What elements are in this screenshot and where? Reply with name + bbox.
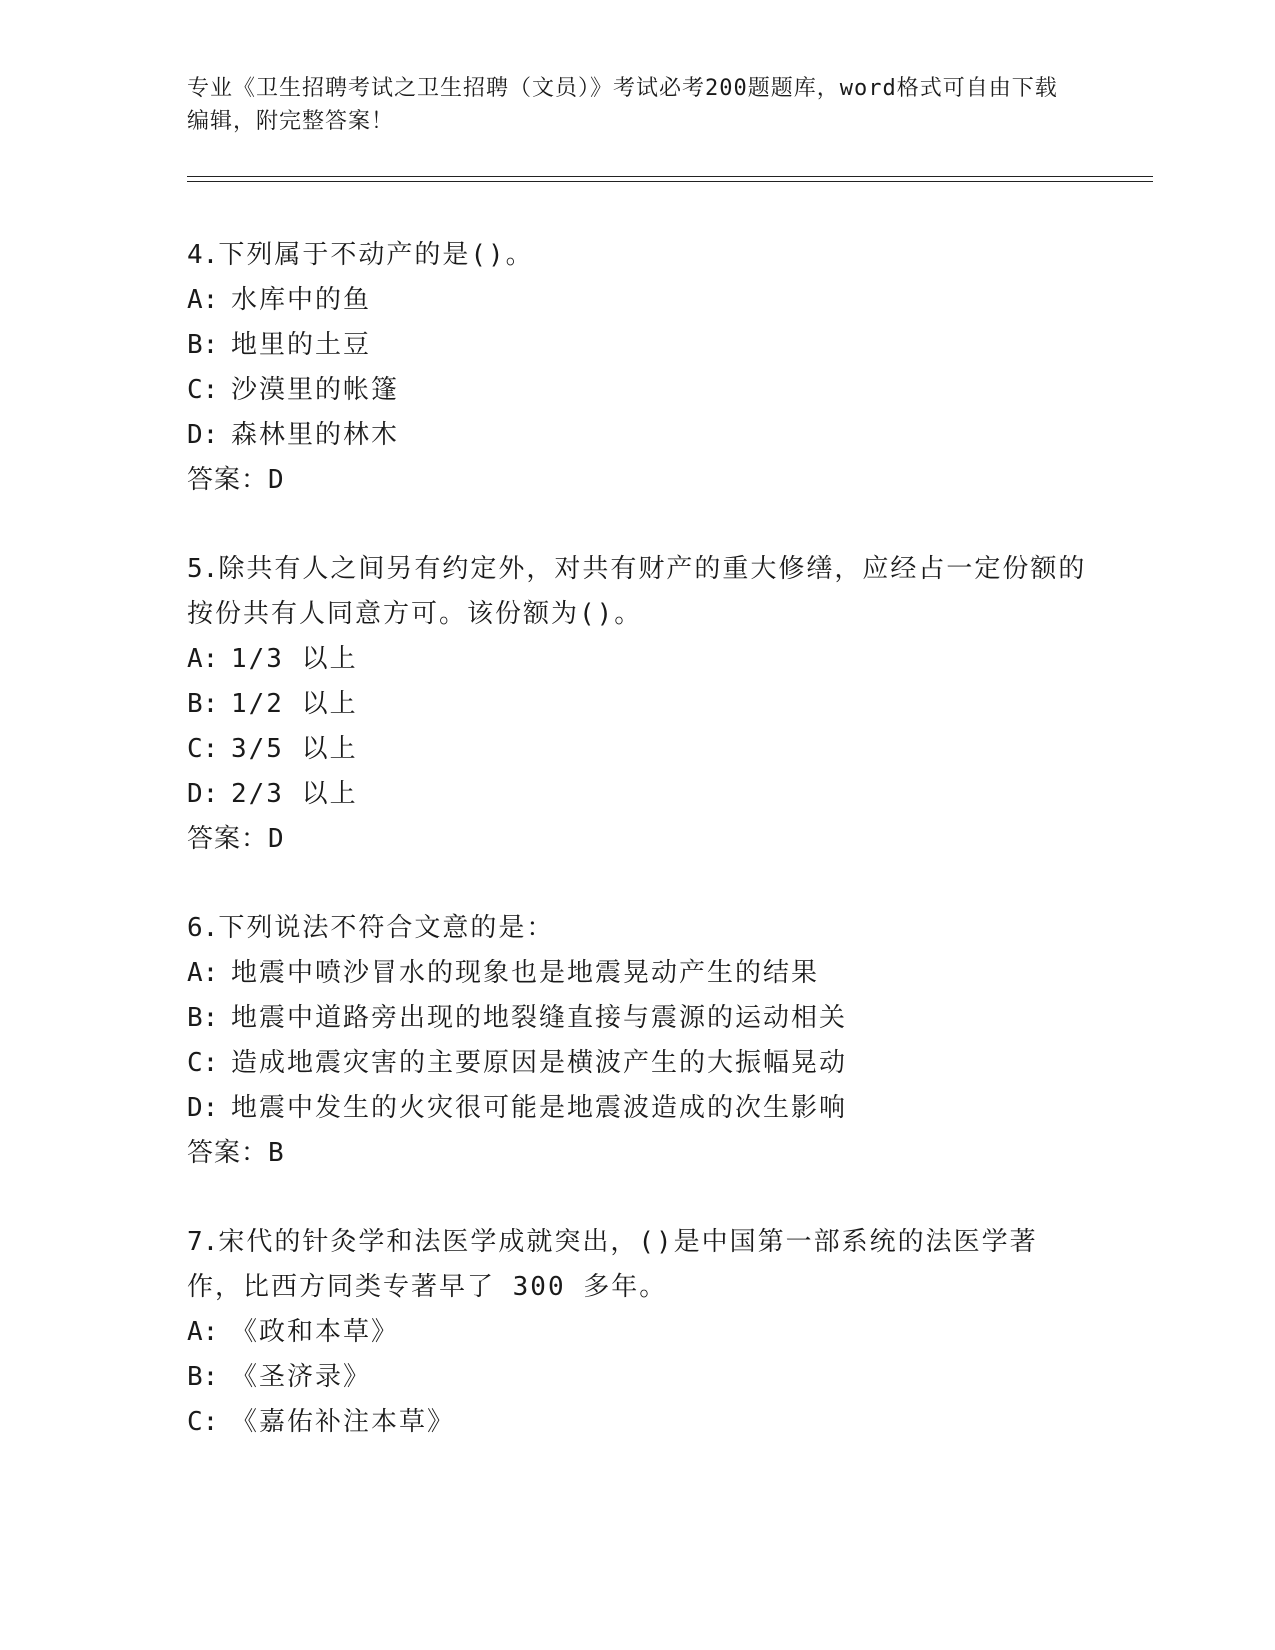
option-b	[187, 996, 1087, 1041]
option-letter: D:	[187, 420, 219, 450]
question-7	[187, 1220, 1087, 1445]
option-text: 森林里的林木	[231, 420, 400, 450]
option-letter: B:	[187, 330, 219, 360]
option-d	[187, 413, 1087, 458]
option-letter: B:	[187, 1003, 219, 1033]
question-number: 4.	[187, 240, 219, 270]
question-stem	[187, 906, 1087, 951]
option-letter: A:	[187, 958, 219, 988]
option-c	[187, 1400, 1087, 1445]
option-letter: C:	[187, 1407, 219, 1437]
question-number: 5.	[187, 554, 219, 584]
question-number: 6.	[187, 913, 219, 943]
option-c	[187, 727, 1087, 772]
option-letter: C:	[187, 734, 219, 764]
question-6	[187, 906, 1087, 1176]
option-letter: B:	[187, 1362, 219, 1392]
question-stem	[187, 547, 1087, 637]
option-text: 水库中的鱼	[231, 285, 372, 315]
option-text: 地震中喷沙冒水的现象也是地震晃动产生的结果	[231, 958, 820, 988]
option-a	[187, 951, 1087, 996]
question-text: 下列说法不符合文意的是：	[218, 913, 555, 943]
option-a	[187, 637, 1087, 682]
option-letter: C:	[187, 375, 219, 405]
option-letter: C:	[187, 1048, 219, 1078]
option-letter: A:	[187, 285, 219, 315]
option-c	[187, 368, 1087, 413]
option-text: 地震中发生的火灾很可能是地震波造成的次生影响	[231, 1093, 848, 1123]
option-b	[187, 1355, 1087, 1400]
question-number: 7.	[187, 1227, 219, 1257]
option-letter: A:	[187, 1317, 219, 1347]
answer-line: 答案：D	[187, 824, 285, 854]
option-text: 《圣济录》	[231, 1362, 372, 1392]
option-text: 地震中道路旁出现的地裂缝直接与震源的运动相关	[231, 1003, 848, 1033]
question-stem	[187, 1220, 1087, 1310]
question-5	[187, 547, 1087, 862]
option-b	[187, 682, 1087, 727]
option-a	[187, 278, 1087, 323]
answer-line: 答案：B	[187, 1138, 285, 1168]
option-letter: D:	[187, 1093, 219, 1123]
option-d	[187, 1086, 1087, 1131]
question-text: 除共有人之间另有约定外，对共有财产的重大修缮，应经占一定份额的按份共有人同意方可。该份额为()。	[187, 554, 1087, 629]
option-c	[187, 1041, 1087, 1086]
answer-line: 答案：D	[187, 465, 285, 495]
header-divider-bottom	[187, 181, 1153, 182]
option-letter: B:	[187, 689, 219, 719]
option-text: 《政和本草》	[231, 1317, 400, 1347]
option-text: 《嘉佑补注本草》	[231, 1407, 456, 1437]
option-text: 造成地震灾害的主要原因是横波产生的大振幅晃动	[231, 1048, 848, 1078]
question-stem	[187, 233, 1087, 278]
option-text: 2/3 以上	[231, 779, 358, 809]
option-text: 1/3 以上	[231, 644, 358, 674]
option-letter: A:	[187, 644, 219, 674]
option-d	[187, 772, 1087, 817]
option-text: 沙漠里的帐篷	[231, 375, 400, 405]
option-b	[187, 323, 1087, 368]
option-letter: D:	[187, 779, 219, 809]
question-text: 下列属于不动产的是()。	[218, 240, 534, 270]
question-4	[187, 233, 1087, 503]
document-intro: 专业《卫生招聘考试之卫生招聘（文员）》考试必考200题题库，word格式可自由下载编辑，附完整答案！	[187, 76, 1058, 134]
option-text: 3/5 以上	[231, 734, 358, 764]
option-text: 地里的土豆	[231, 330, 372, 360]
header-divider-top	[187, 176, 1153, 177]
question-text: 宋代的针灸学和法医学成就突出，()是中国第一部系统的法医学著作，比西方同类专著早了 300 多年。	[187, 1227, 1038, 1302]
option-a	[187, 1310, 1087, 1355]
question-list	[187, 233, 1087, 1489]
option-text: 1/2 以上	[231, 689, 358, 719]
